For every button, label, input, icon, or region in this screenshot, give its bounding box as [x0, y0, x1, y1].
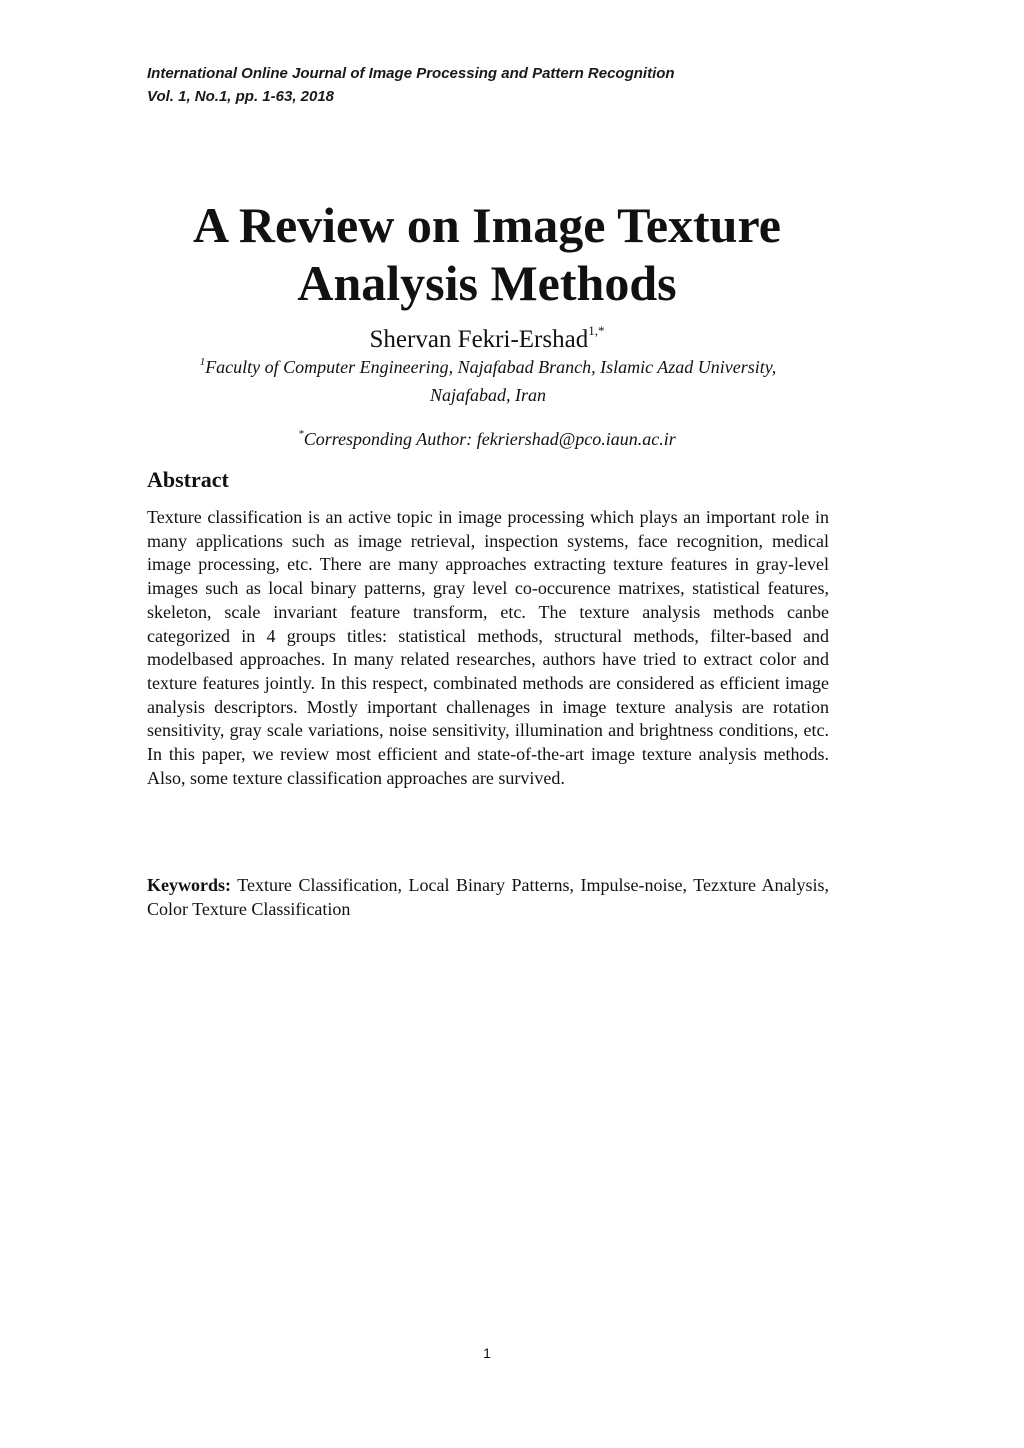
- corresponding-mark: *: [298, 428, 304, 440]
- abstract-text: Texture classification is an active topic in image processing which plays an important role in many applications such as image retrieval, inspection systems, face recognition, medical image processing, etc. There are many approaches extracting texture features in gray-level images such as local binary patterns, gray level co-occurence matrixes, statistical features, skeleton, scale invariant feature transform, etc. The texture analysis methods canbe categorized in 4 groups titles: statistical methods, structural methods, filter-based and modelbased approaches. In many related researches, authors have tried to extract color and texture features jointly. In this respect, combinated methods are considered as efficient image analysis descriptors. Mostly important challenages in image texture analysis are rotation sensitivity, gray scale variations, noise sensitivity, illumination and brightness conditions, etc. In this paper, we review most efficient and state-of-the-art image texture analysis methods. Also, some texture classification approaches are survived.: [147, 507, 829, 788]
- keywords-label: Keywords:: [147, 875, 231, 895]
- abstract-heading: Abstract: [147, 467, 229, 492]
- journal-header: [147, 62, 675, 108]
- paper-title-line-2: Analysis Methods: [297, 255, 677, 311]
- affiliation-mark: 1: [199, 356, 206, 368]
- affiliation: [147, 348, 829, 409]
- journal-name: International Online Journal of Image Processing and Pattern Recognition: [147, 65, 675, 82]
- corresponding-text: Corresponding Author: fekriershad@pco.iaun.ac.ir: [303, 429, 676, 449]
- paper-title-line-1: A Review on Image Texture: [193, 197, 781, 253]
- keywords: [147, 873, 829, 921]
- paper-title: [0, 196, 974, 312]
- author-name: Shervan Fekri-Ershad: [369, 326, 589, 353]
- corresponding-author: [0, 420, 974, 453]
- affiliation-line-2: Najafabad, Iran: [429, 385, 546, 405]
- keywords-text: Texture Classification, Local Binary Patterns, Impulse-noise, Tezxture Analysis, Color Texture Classification: [147, 875, 829, 919]
- journal-volume: Vol. 1, No.1, pp. 1-63, 2018: [147, 88, 335, 105]
- page-number: 1: [483, 1345, 491, 1361]
- author-marks: 1,*: [588, 323, 605, 338]
- affiliation-line-1: Faculty of Computer Engineering, Najafabad Branch, Islamic Azad University,: [205, 357, 777, 377]
